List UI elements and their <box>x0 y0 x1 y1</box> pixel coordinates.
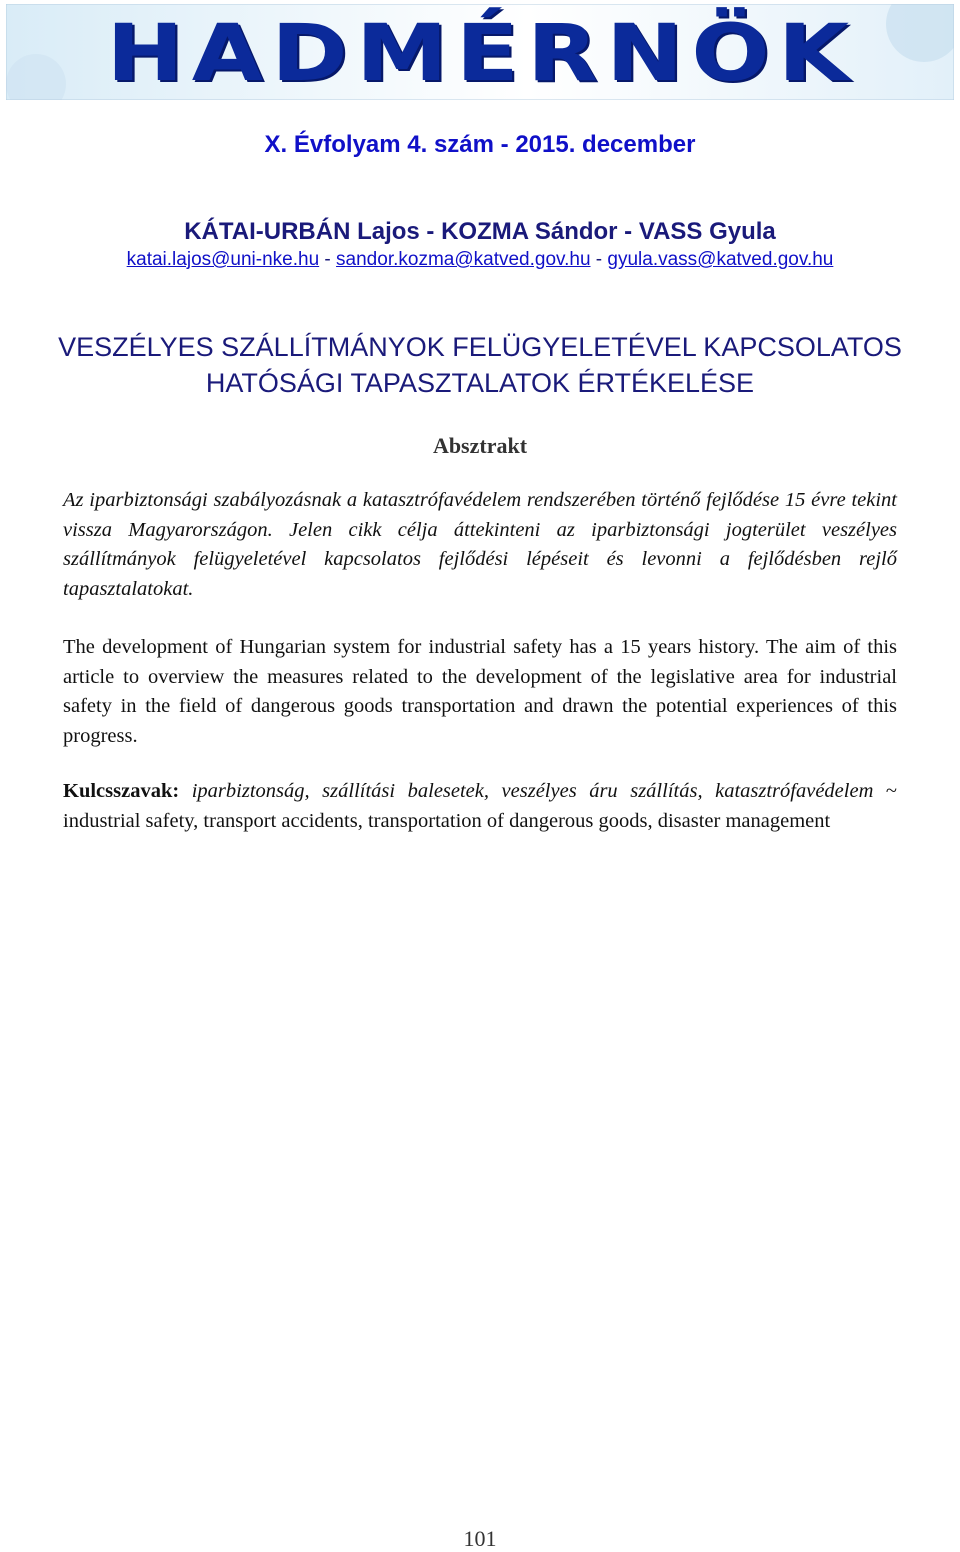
email-separator: - <box>590 249 608 270</box>
abstract-hungarian: Az iparbiztonsági szabályozásnak a katasztrófavédelem rendszerében történő fejlődése 15 évre tekint vissza Magyarországon. Jelen cikk célja áttekinteni az iparbiztonsági jogterület veszélyes szállítmányok felügyeletével kapcsolatos fejlődési lépéseit és levonni a fejlődésben rejlő tapasztalatokat. <box>63 489 897 600</box>
email-link-vass[interactable]: gyula.vass@katved.gov.hu <box>607 249 834 270</box>
keywords-paragraph <box>63 777 897 836</box>
keywords-english: industrial safety, transport accidents, transportation of dangerous goods, disaster management <box>63 809 831 832</box>
abstract-heading: Absztrakt <box>432 433 528 458</box>
author-emails <box>0 249 960 271</box>
email-separator: - <box>319 249 337 270</box>
keywords-label: Kulcsszavak: <box>63 780 180 802</box>
email-link-katai[interactable]: katai.lajos@uni-nke.hu <box>126 249 320 270</box>
article-title <box>0 329 960 401</box>
title-line-2: HATÓSÁGI TAPASZTALATOK ÉRTÉKELÉSE <box>205 368 755 398</box>
journal-logo: HADMÉRNÖK <box>106 9 858 99</box>
journal-banner <box>6 4 954 100</box>
keywords-separator: ~ <box>873 780 898 802</box>
issue-line: X. Évfolyam 4. szám - 2015. december <box>264 131 696 158</box>
email-link-kozma[interactable]: sandor.kozma@katved.gov.hu <box>336 249 591 270</box>
keywords-hungarian: iparbiztonság, szállítási balesetek, veszélyes áru szállítás, katasztrófavédelem <box>191 780 874 802</box>
title-line-1: VESZÉLYES SZÁLLÍTMÁNYOK FELÜGYELETÉVEL KAPCSOLATOS <box>58 332 902 362</box>
authors-line: KÁTAI-URBÁN Lajos - KOZMA Sándor - VASS Gyula <box>184 218 776 245</box>
abstract-english: The development of Hungarian system for industrial safety has a 15 years history. The aim of this article to overview the measures related to the development of the legislative area for industrial safety in the field of dangerous goods transportation and drawn the potential experiences of this progress. <box>63 636 897 747</box>
page-number: 101 <box>463 1526 497 1551</box>
